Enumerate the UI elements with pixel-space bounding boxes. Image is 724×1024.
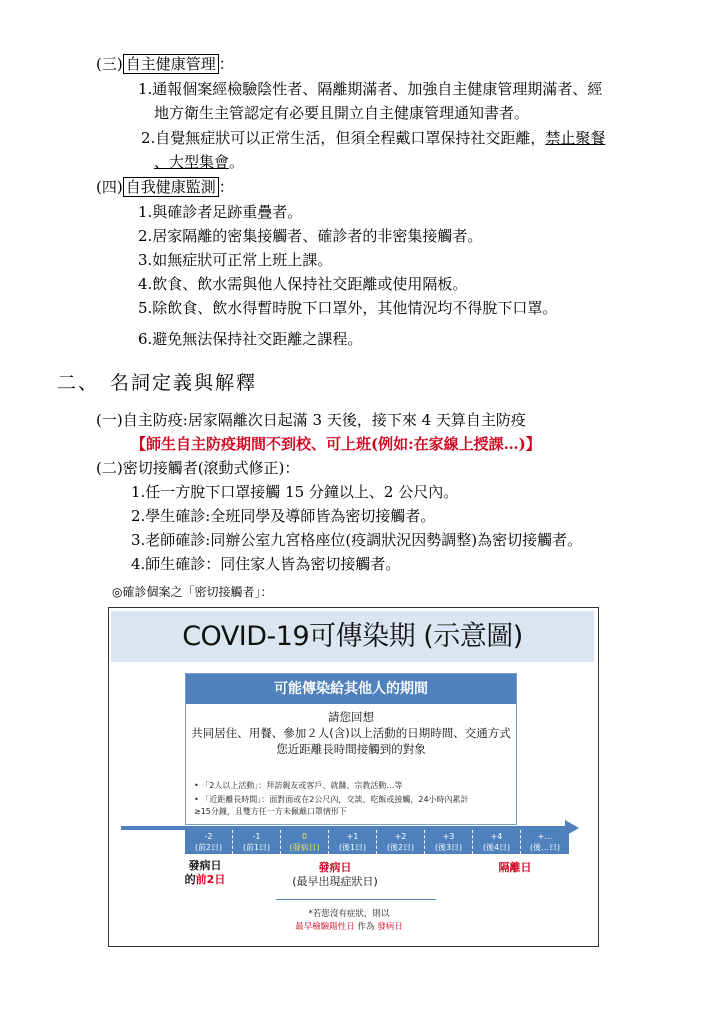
day-plus-more-label: (後…日) <box>529 843 561 852</box>
note-close-contact: • 「近距離長時間」：面對面或在2公尺內，交談、吃飯或接觸，24小時內累計 <box>194 795 469 804</box>
def2-item-4: 4.師生確診：同住家人皆為密切接觸者。 <box>131 555 401 573</box>
section3-item1-line1: 1.通報個案經檢驗陰性者、隔離期滿者、加強自主健康管理期滿者、經 <box>138 80 603 98</box>
note-activities: • 「2人以上活動」：拜訪親友或客戶、就醫、宗教活動…等 <box>194 781 403 790</box>
footnote-onset: 發病日 <box>377 922 403 932</box>
def1-line: (一)自主防疫:居家隔離次日起滿 3 天後，接下來 4 天算自主防疫 <box>96 411 526 429</box>
section4-heading <box>96 177 234 197</box>
onset-day-marker <box>265 861 405 889</box>
heading2-number: 二、 <box>57 372 100 394</box>
section4-item-3: 3.如無症狀可正常上班上課。 <box>138 251 333 269</box>
section3-item2-text: 2.自覺無症狀可以正常生活，但須全程戴口罩保持社交距離， <box>141 129 546 147</box>
recall-line-3: 您近距離長時間接觸到的對象 <box>276 742 426 756</box>
section4-item-6: 6.避免無法保持社交距離之課程。 <box>138 330 363 348</box>
section3-heading <box>96 54 234 74</box>
day-plus-more-num: +… <box>537 832 553 841</box>
section3-item2-line2 <box>154 152 244 172</box>
figure-divider <box>276 899 436 900</box>
section4-title: 自我健康監測 <box>123 177 219 197</box>
day-plus-3-label: (後3日) <box>434 843 463 852</box>
footnote-line-2 <box>239 921 459 933</box>
section3-suffix: ： <box>218 55 234 73</box>
footnote-as: 作為 <box>354 922 378 932</box>
day-minus-2-label: (前2日) <box>194 843 223 852</box>
infectious-period-header: 可能傳染給其他人的期間 <box>186 674 516 704</box>
def2-line: (二)密切接觸者(滾動式修正)： <box>96 459 300 477</box>
onset-day-sub: (最早出現症狀日) <box>292 875 378 888</box>
covid-infectious-period-figure <box>108 607 599 947</box>
day-zero-num: 0 <box>301 832 308 841</box>
section3-item2-line1 <box>141 128 605 148</box>
day-plus-4-label: (後4日) <box>482 843 511 852</box>
day-plus-2-label: (後2日) <box>386 843 415 852</box>
day-zero-label: (發病日) <box>289 843 320 852</box>
figure-caption: ◎確診個案之「密切接觸者」： <box>112 585 273 599</box>
section3-item2-line2-underlined: 、大型集會 <box>154 153 230 171</box>
day-plus-3-num: +3 <box>442 832 455 841</box>
day-minus-2 <box>185 830 233 854</box>
section3-item2-line2-end: 。 <box>229 153 245 171</box>
day-plus-2 <box>377 830 425 854</box>
onset-day-label: 發病日 <box>318 861 352 874</box>
infectious-period-box <box>185 673 517 825</box>
day-minus-2-num: -2 <box>204 832 213 841</box>
onset-before-days: 前2日 <box>195 873 226 886</box>
footnote-line-1: *若您沒有症狀，則以 <box>308 909 390 919</box>
day-plus-2-num: +2 <box>394 832 407 841</box>
def1-note: 【師生自主防疫期間不到校、可上班(例如:在家線上授課…)】 <box>131 435 541 453</box>
section4-item-5: 5.除飲食、飲水得暫時脫下口罩外，其他情況均不得脫下口罩。 <box>138 299 558 317</box>
day-plus-1-num: +1 <box>346 832 359 841</box>
section3-item1-line2: 地方衛生主管認定有必要且開立自主健康管理通知書者。 <box>154 104 530 122</box>
day-plus-4 <box>473 830 521 854</box>
day-minus-1 <box>233 830 281 854</box>
day-plus-4-num: +4 <box>490 832 503 841</box>
footnote-earliest-positive: 最早檢驗陽性日 <box>295 922 355 932</box>
def2-item-1: 1.任一方脫下口罩接觸 15 分鐘以上、2 公尺內。 <box>131 483 459 501</box>
section3-prefix: (三) <box>96 55 123 73</box>
recall-line-2: 共同居住、用餐、參加２人(含)以上活動的日期時間、交通方式 <box>191 726 511 740</box>
note-duration: ≥15分鐘，且雙方任一方未佩戴口罩情形下 <box>194 807 347 816</box>
onset-before-sub <box>165 873 245 887</box>
onset-before-label: 發病日 <box>188 859 222 872</box>
section4-prefix: (四) <box>96 178 123 196</box>
def2-item-3: 3.老師確診:同辦公室九宮格座位(疫調狀況因勢調整)為密切接觸者。 <box>131 531 583 549</box>
section4-item-2: 2.居家隔離的密集接觸者、確診者的非密集接觸者。 <box>138 227 483 245</box>
day-plus-3 <box>425 830 473 854</box>
section4-suffix: ： <box>218 178 234 196</box>
section3-title: 自主健康管理 <box>123 54 219 74</box>
day-plus-more <box>521 830 569 854</box>
day-plus-1-label: (後1日) <box>338 843 367 852</box>
onset-minus-2-marker <box>165 859 245 887</box>
recall-line-1: 請您回想 <box>328 710 374 724</box>
onset-before-of: 的 <box>184 873 196 886</box>
section4-item-4: 4.飲食、飲水需與他人保持社交距離或使用隔板。 <box>138 275 468 293</box>
section3-item2-underlined: 禁止聚餐 <box>545 129 606 147</box>
figure-title: COVID-19可傳染期 (示意圖) <box>111 611 594 662</box>
day-zero <box>281 830 329 854</box>
section4-item-1: 1.與確診者足跡重疊者。 <box>138 203 303 221</box>
day-minus-1-num: -1 <box>252 832 261 841</box>
def2-item-2: 2.學生確診:全班同學及導師皆為密切接觸者。 <box>131 507 436 525</box>
day-plus-1 <box>329 830 377 854</box>
heading2-title: 名詞定義與解釋 <box>110 372 258 394</box>
isolation-day-marker: 隔離日 <box>498 861 532 874</box>
day-minus-1-label: (前1日) <box>242 843 271 852</box>
